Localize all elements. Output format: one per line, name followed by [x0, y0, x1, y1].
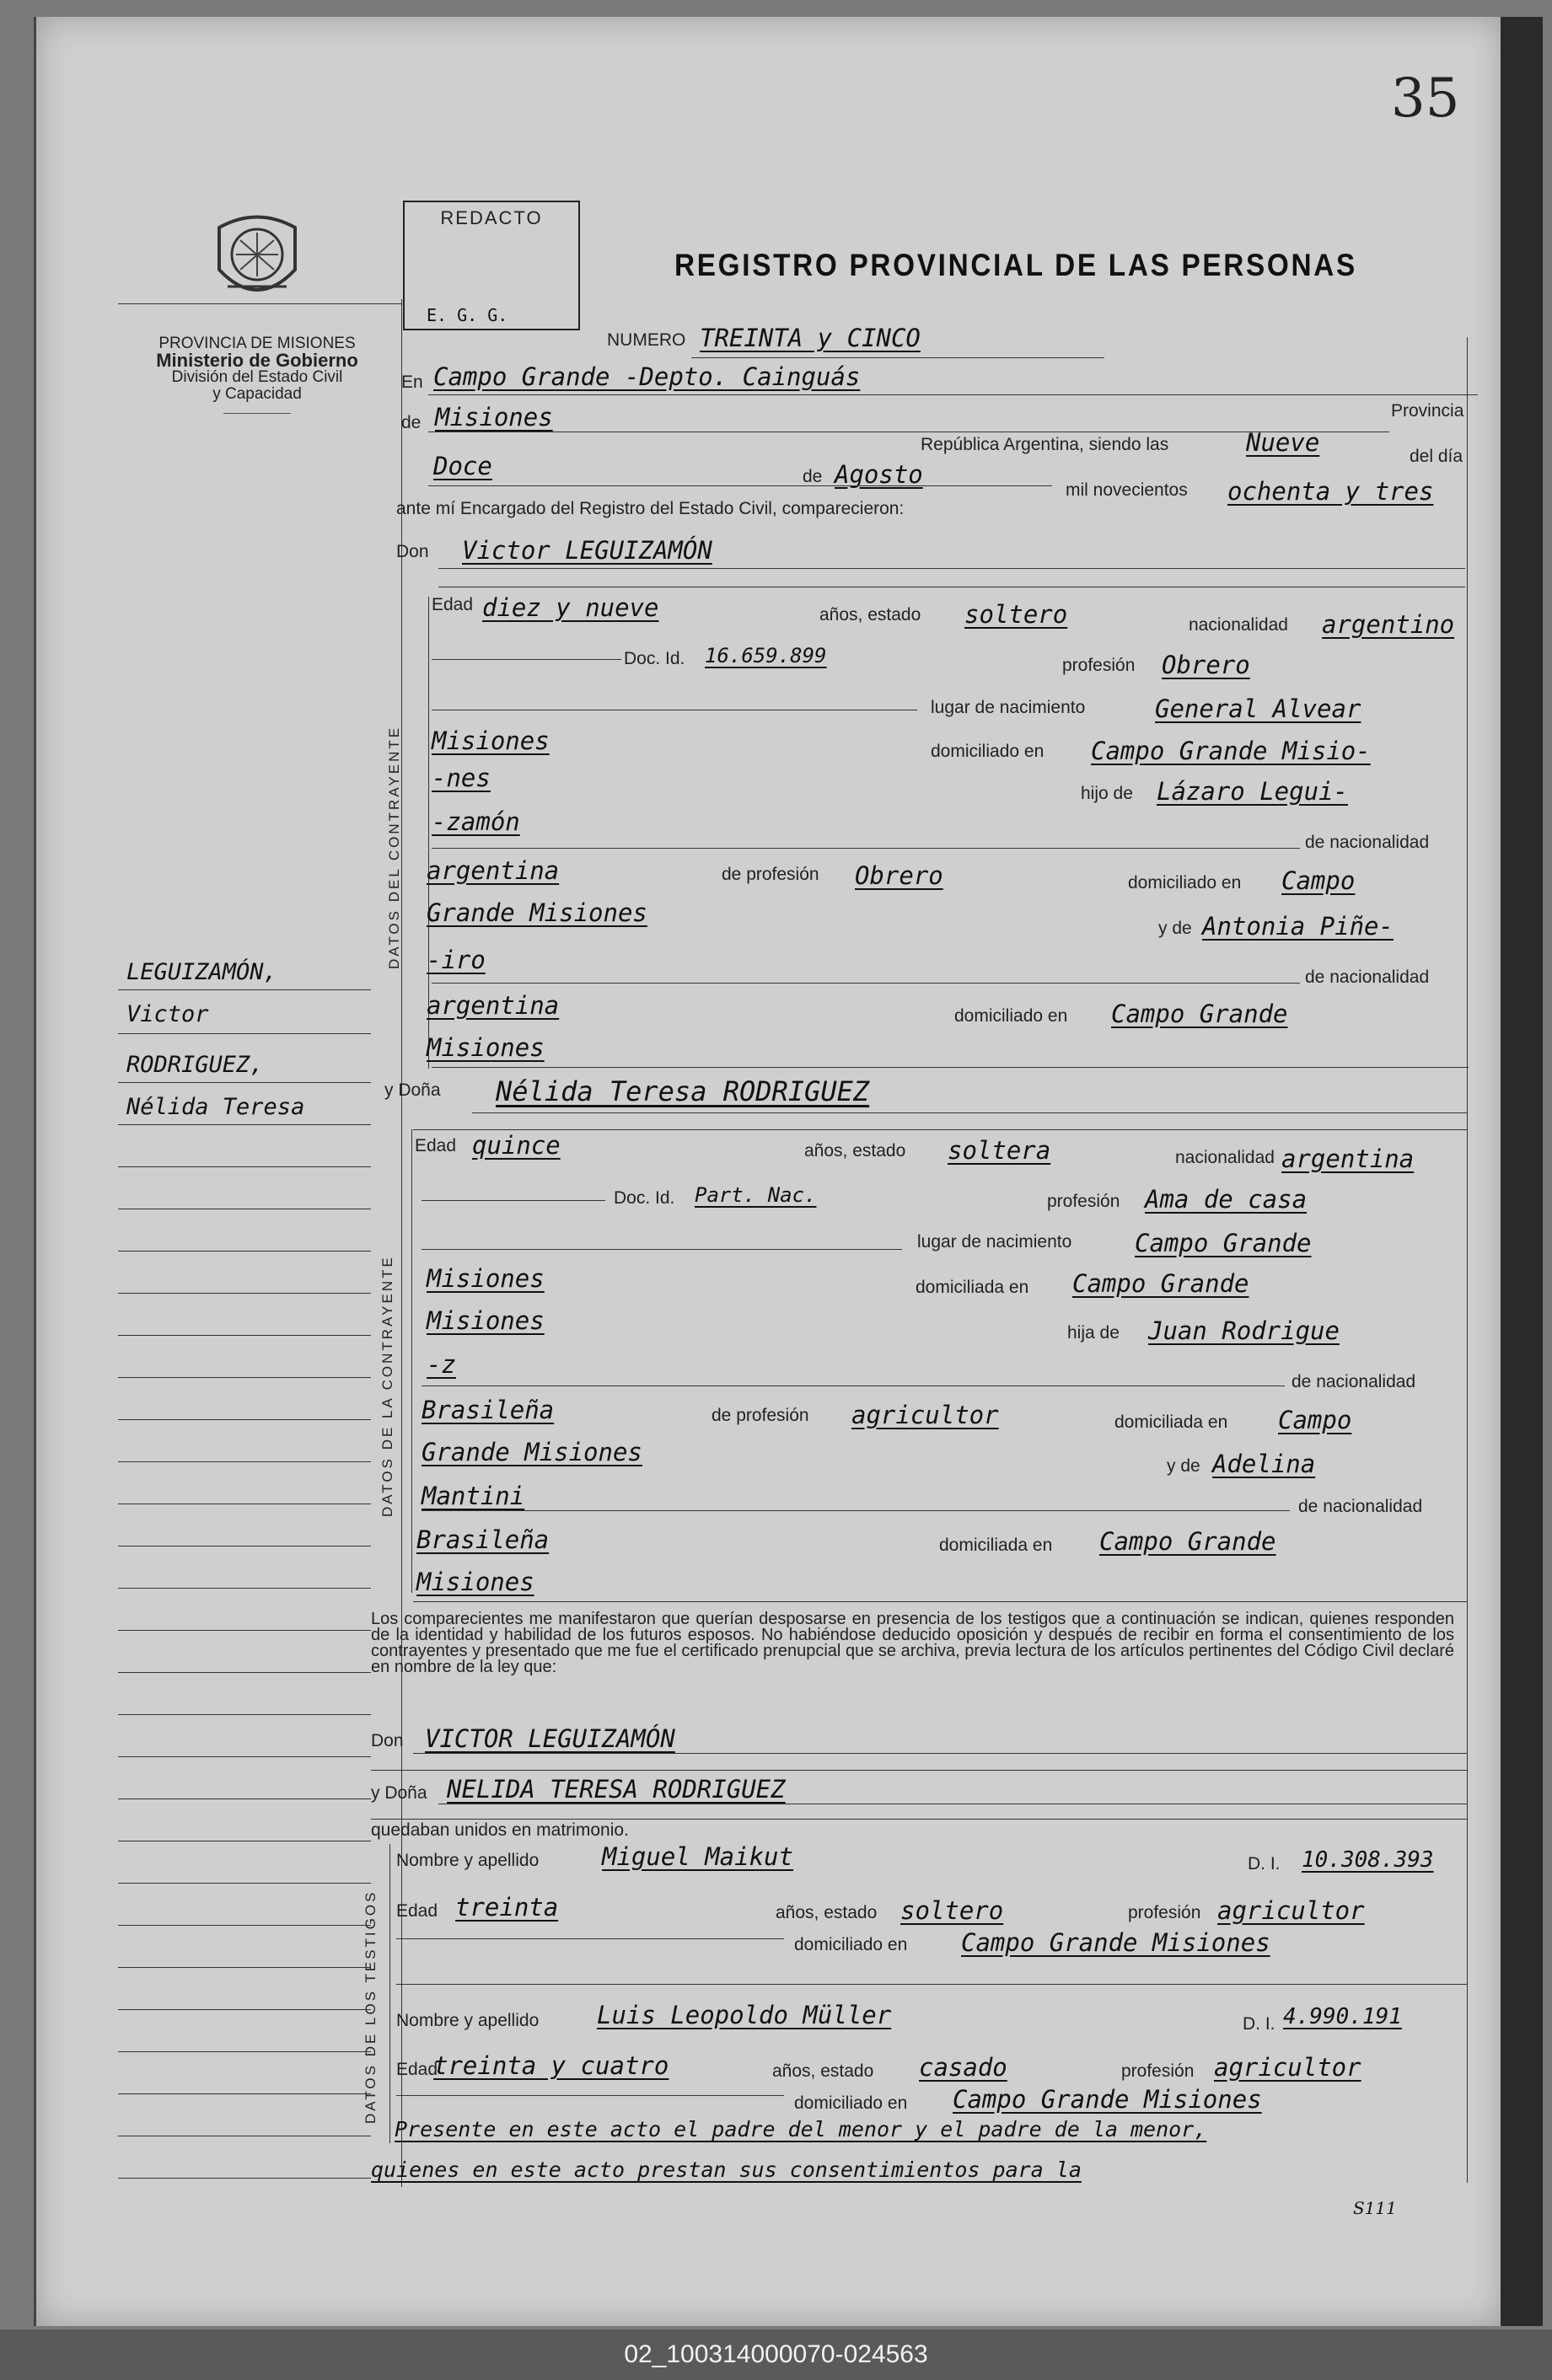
bride-lugar-nac-label: lugar de nacimiento [917, 1232, 1072, 1252]
united-label: quedaban unidos en matrimonio. [371, 1820, 629, 1840]
province-name: PROVINCIA DE MISIONES [158, 335, 356, 352]
bride-madre-nac-label: de nacionalidad [1298, 1497, 1423, 1516]
de-mes-label: de [803, 467, 823, 486]
bride-profesion-label: profesión [1047, 1192, 1120, 1211]
bride-nacionalidad: argentina [1281, 1144, 1415, 1173]
bride-madre-dom-2: Misiones [416, 1568, 534, 1596]
w2-di: 4.990.191 [1283, 2004, 1402, 2029]
capacity-name: y Capacidad [212, 385, 302, 403]
lugar-nac-label: lugar de nacimiento [931, 698, 1086, 717]
groom-domicilio-1: Campo Grande Misio- [1091, 737, 1371, 765]
bride-section-label: DATOS DE LA CONTRAYENTE [379, 1255, 395, 1517]
de-nacionalidad-label: de nacionalidad [1305, 833, 1430, 852]
redacto-box [403, 201, 580, 330]
ante-label: ante mí Encargado del Registro del Estado Civil, comparecieron: [396, 499, 905, 518]
decl-dona-label: y Doña [371, 1783, 427, 1803]
rule [396, 2095, 784, 2096]
book-spine [1501, 17, 1543, 2326]
nacionalidad-label: nacionalidad [1189, 615, 1288, 635]
margin-line-4: Nélida Teresa [126, 1094, 305, 1120]
consent-note-2: quienes en este acto prestan sus consentimientos para la [371, 2158, 1082, 2182]
w2-name: Luis Leopoldo Müller [597, 2001, 892, 2029]
redacto-initials: E. G. G. [427, 305, 508, 325]
anio-value: ochenta y tres [1227, 477, 1434, 506]
bride-hija-label: hija de [1067, 1323, 1120, 1343]
bride-padre-dom-1: Campo [1278, 1406, 1352, 1434]
scan-id-footer: 02_100314000070-024563 [0, 2329, 1552, 2380]
margin-line-3: RODRIGUEZ, [126, 1052, 264, 1078]
groom-section-label: DATOS DEL CONTRAYENTE [386, 725, 402, 969]
profesion-label: profesión [1062, 656, 1136, 675]
numero-label: NUMERO [607, 330, 686, 350]
groom-madre-1: Antonia Piñe- [1202, 912, 1394, 941]
de-label: de [401, 413, 422, 432]
groom-padre-nac: argentina [427, 856, 560, 885]
bride-anos-estado-label: años, estado [804, 1141, 906, 1161]
provincial-seal-icon [202, 202, 312, 312]
bride-estado: soltera [948, 1136, 1051, 1165]
groom-padre-prof: Obrero [855, 861, 943, 890]
groom-padre-dom-1: Campo [1281, 866, 1356, 895]
w1-nombre-label: Nombre y apellido [396, 1851, 540, 1870]
bride-padre-nac: Brasileña [422, 1396, 555, 1424]
w2-domicilio: Campo Grande Misiones [953, 2085, 1262, 2114]
bride-nacionalidad-label: nacionalidad [1175, 1148, 1275, 1167]
hijo-label: hijo de [1081, 784, 1133, 803]
ministry-name: Ministerio de Gobierno [156, 350, 358, 371]
w1-domicilio: Campo Grande Misiones [961, 1928, 1270, 1957]
w2-estado-label: años, estado [772, 2061, 874, 2081]
bride-lugar-nac-1: Campo Grande [1135, 1229, 1312, 1257]
w2-profesion-label: profesión [1121, 2061, 1195, 2081]
groom-name: Victor LEGUIZAMÓN [462, 536, 712, 565]
del-dia-label: del día [1410, 447, 1463, 466]
rule [371, 1770, 1467, 1771]
don-label: Don [396, 542, 429, 561]
groom-padre-dom-2: Grande Misiones [427, 898, 647, 927]
bride-edad: quince [472, 1131, 561, 1160]
bride-de-profesion-label: de profesión [712, 1406, 809, 1425]
de-profesion-label: de profesión [722, 865, 819, 884]
rule [413, 1753, 1467, 1754]
bride-madre-1: Adelina [1212, 1450, 1316, 1478]
left-header-rule [118, 303, 401, 304]
rule [438, 568, 1465, 569]
groom-lugar-nac-2: Misiones [432, 726, 550, 755]
w1-estado: soltero [900, 1896, 1004, 1925]
groom-padre-2: -zamón [432, 807, 520, 836]
consent-note-1: Presente en este acto el padre del menor y el padre de la menor, [395, 2117, 1207, 2141]
bride-padre-1: Juan Rodrigue [1148, 1316, 1340, 1345]
w1-estado-label: años, estado [776, 1903, 878, 1922]
numero-value: TREINTA y CINCO [700, 324, 921, 352]
signature-mark: S111 [1353, 2198, 1397, 2218]
w1-profesion: agricultor [1217, 1896, 1365, 1925]
domiciliado-label: domiciliado en [931, 742, 1045, 761]
groom-doc: 16.659.899 [705, 644, 827, 667]
rule [422, 1249, 902, 1250]
bride-padre-dom-label: domiciliada en [1114, 1412, 1228, 1432]
divider [223, 413, 291, 414]
bride-padre-prof: agricultor [851, 1401, 999, 1429]
rule [691, 357, 1104, 358]
witness-section-border [389, 1844, 390, 2143]
bride-domicilio-1: Campo Grande [1072, 1269, 1249, 1298]
rule [396, 1938, 784, 1939]
w1-domiciliado-label: domiciliado en [794, 1935, 908, 1954]
margin-line-1: LEGUIZAMÓN, [126, 959, 277, 985]
dia-value: Doce [433, 452, 492, 480]
rule [432, 848, 1300, 849]
republica-label: República Argentina, siendo las [921, 435, 1169, 454]
margin-line-2: Victor [126, 1001, 209, 1027]
redacto-label: REDACTO [440, 207, 543, 228]
dona-label: y Doña [384, 1080, 441, 1100]
bride-section-border [411, 1129, 412, 1593]
provincia-label: Provincia [1391, 401, 1464, 421]
bride-madre-dom-label: domiciliada en [939, 1536, 1053, 1555]
division-name: División del Estado Civil [171, 368, 343, 386]
page-title: REGISTRO PROVINCIAL DE LAS PERSONAS [674, 248, 1357, 282]
rule [432, 1067, 1469, 1068]
bride-lugar-nac-2: Misiones [427, 1264, 545, 1293]
form-right-border [1467, 337, 1468, 2183]
decl-groom: VICTOR LEGUIZAMÓN [425, 1724, 675, 1753]
rule [396, 1984, 1467, 1985]
w2-estado: casado [919, 2053, 1007, 2082]
w1-profesion-label: profesión [1128, 1903, 1201, 1922]
declaration-text: Los comparecientes me manifestaron que querían desposarse en presencia de los testigos que a continuación se indican, quienes responden de la identidad y habilidad de los futuros esposos. No habiéndose deducido oposición y después de recibir en forma el consentimiento de los contrayentes y presentado que me fue el certificado prenupcial que se archiva, previa lectura de los artículos pertinentes del Código Civil declaré en nombre de la ley que: [371, 1610, 1454, 1676]
issuer-block [126, 335, 388, 414]
w2-domiciliado-label: domiciliado en [794, 2093, 908, 2113]
w2-edad: treinta y cuatro [433, 2051, 669, 2080]
bride-madre-dom-1: Campo Grande [1099, 1527, 1276, 1556]
w1-edad-label: Edad [396, 1901, 438, 1921]
groom-lugar-nac-1: General Alvear [1155, 694, 1361, 723]
madre-dom-label: domiciliado en [954, 1006, 1068, 1026]
rule [413, 1601, 1467, 1602]
groom-edad: diez y nueve [482, 593, 659, 622]
bride-de-nacionalidad-label: de nacionalidad [1292, 1372, 1416, 1391]
bride-name: Nélida Teresa RODRIGUEZ [496, 1075, 870, 1107]
bride-padre-2: -z [427, 1350, 456, 1379]
w1-di: 10.308.393 [1302, 1847, 1434, 1873]
w1-di-label: D. I. [1248, 1854, 1281, 1873]
anos-estado-label: años, estado [819, 605, 921, 624]
bride-domiciliada-label: domiciliada en [916, 1278, 1029, 1297]
bride-madre-nac: Brasileña [416, 1525, 550, 1554]
w2-di-label: D. I. [1243, 2014, 1275, 2034]
rule [413, 1129, 1467, 1130]
bride-padre-dom-2: Grande Misiones [422, 1438, 642, 1466]
bride-doc: Part. Nac. [695, 1183, 817, 1207]
rule [428, 485, 1052, 486]
groom-madre-2: -iro [427, 946, 486, 974]
hora-value: Nueve [1246, 428, 1320, 457]
w2-edad-label: Edad [396, 2060, 438, 2079]
groom-nacionalidad: argentino [1322, 610, 1455, 639]
w2-profesion: agricultor [1214, 2053, 1361, 2082]
rule [371, 1819, 1467, 1820]
w2-nombre-label: Nombre y apellido [396, 2011, 540, 2030]
groom-profesion: Obrero [1162, 651, 1250, 679]
madre-nac-label: de nacionalidad [1305, 968, 1430, 987]
bride-profesion: Ama de casa [1145, 1185, 1308, 1214]
padre-dom-label: domiciliado en [1128, 873, 1242, 892]
mes-value: Agosto [835, 460, 923, 489]
bride-doc-label: Doc. Id. [614, 1188, 675, 1208]
rule [432, 983, 1300, 984]
groom-padre-1: Lázaro Legui- [1157, 777, 1348, 806]
edad-label: Edad [432, 595, 474, 614]
rule [472, 1112, 1467, 1113]
bride-edad-label: Edad [415, 1136, 457, 1155]
decl-bride: NELIDA TERESA RODRIGUEZ [447, 1775, 786, 1804]
rule [422, 1200, 605, 1201]
rule [432, 659, 621, 660]
witness-section-label: DATOS DE LOS TESTIGOS [362, 1890, 379, 2124]
bride-madre-2: Mantini [422, 1482, 525, 1510]
rule [422, 1510, 1290, 1511]
groom-madre-dom-1: Campo Grande [1111, 1000, 1288, 1028]
y-de-label: y de [1158, 919, 1192, 938]
groom-madre-nac: argentina [427, 991, 560, 1020]
bride-domicilio-2: Misiones [427, 1306, 545, 1335]
lugar-value: Campo Grande -Depto. Cainguás [433, 362, 861, 391]
rule [428, 394, 1478, 395]
bride-y-de-label: y de [1167, 1456, 1200, 1476]
decl-don-label: Don [371, 1731, 404, 1750]
w1-name: Miguel Maikut [602, 1842, 793, 1871]
groom-madre-dom-2: Misiones [427, 1033, 545, 1062]
groom-estado: soltero [964, 600, 1068, 629]
groom-domicilio-2: -nes [432, 764, 491, 792]
page-number: 35 [1391, 67, 1460, 130]
w1-edad: treinta [455, 1893, 559, 1922]
provincia-value: Misiones [435, 403, 553, 432]
mil-label: mil novecientos [1066, 480, 1188, 500]
doc-label: Doc. Id. [624, 649, 685, 668]
en-label: En [401, 373, 423, 392]
